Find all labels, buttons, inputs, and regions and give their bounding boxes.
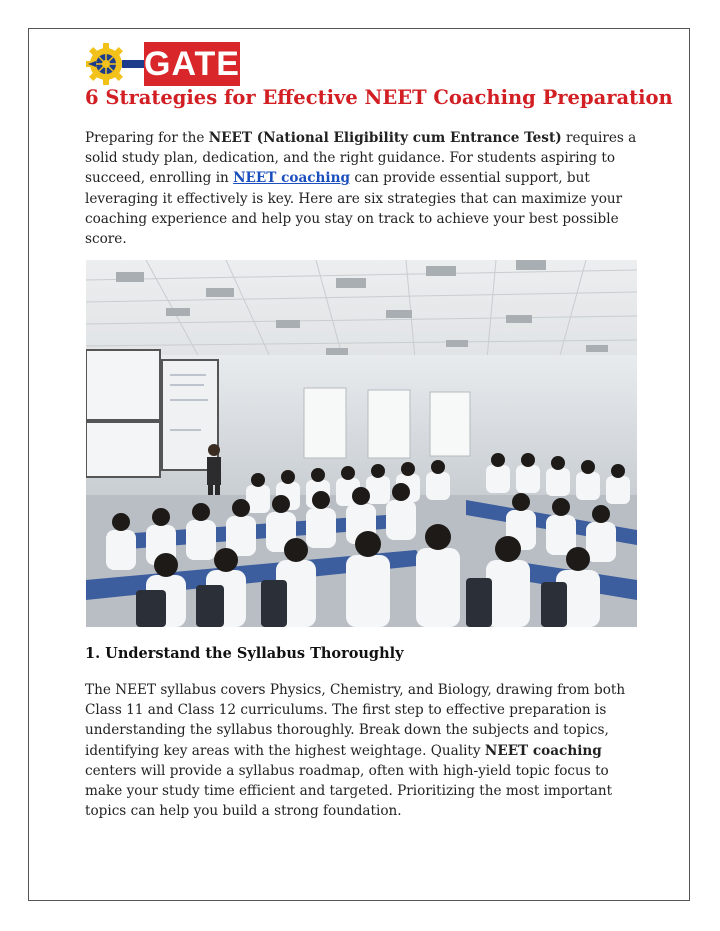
syllabus-text-2: centers will provide a syllabus roadmap, often with high-yield topic focus to make your study time efficient and targeted. Prioritizing the most important topics can help you build a strong foundation.: [85, 762, 613, 820]
intro-paragraph: [85, 128, 645, 249]
section-heading-syllabus: 1. Understand the Syllabus Thoroughly: [85, 645, 404, 662]
gear-emblem-icon: [86, 41, 144, 87]
intro-bold-neet: NEET (National Eligibility cum Entrance Test): [208, 130, 562, 146]
intro-text-3: can provide essential support, but leveraging it effectively is key. Here are six strategies that can maximize your coaching experience and help you stay on track to achieve your best possible score.: [85, 170, 623, 248]
syllabus-text-1: The NEET syllabus covers Physics, Chemistry, and Biology, drawing from both Class 11 and Class 12 curriculums. The first step to effective preparation is understanding the syllabus thoroughly. Break down the subjects and topics, identifying key areas with the highest weightage. Quality: [85, 682, 626, 759]
syllabus-paragraph: [85, 680, 645, 821]
document-title: 6 Strategies for Effective NEET Coaching Preparation: [85, 86, 673, 109]
gate-logo: [86, 41, 240, 87]
neet-coaching-link[interactable]: NEET coaching: [233, 170, 350, 187]
logo-badge: [144, 42, 240, 86]
classroom-photo: [86, 260, 637, 627]
intro-text-1: Preparing for the: [85, 130, 209, 146]
syllabus-bold-neet-coaching: NEET coaching: [484, 742, 602, 759]
logo-text: GATE: [144, 44, 240, 83]
intro-text-2: requires a solid study plan, dedication, and the right guidance. For students aspiring to succeed, enrolling in: [85, 130, 637, 187]
